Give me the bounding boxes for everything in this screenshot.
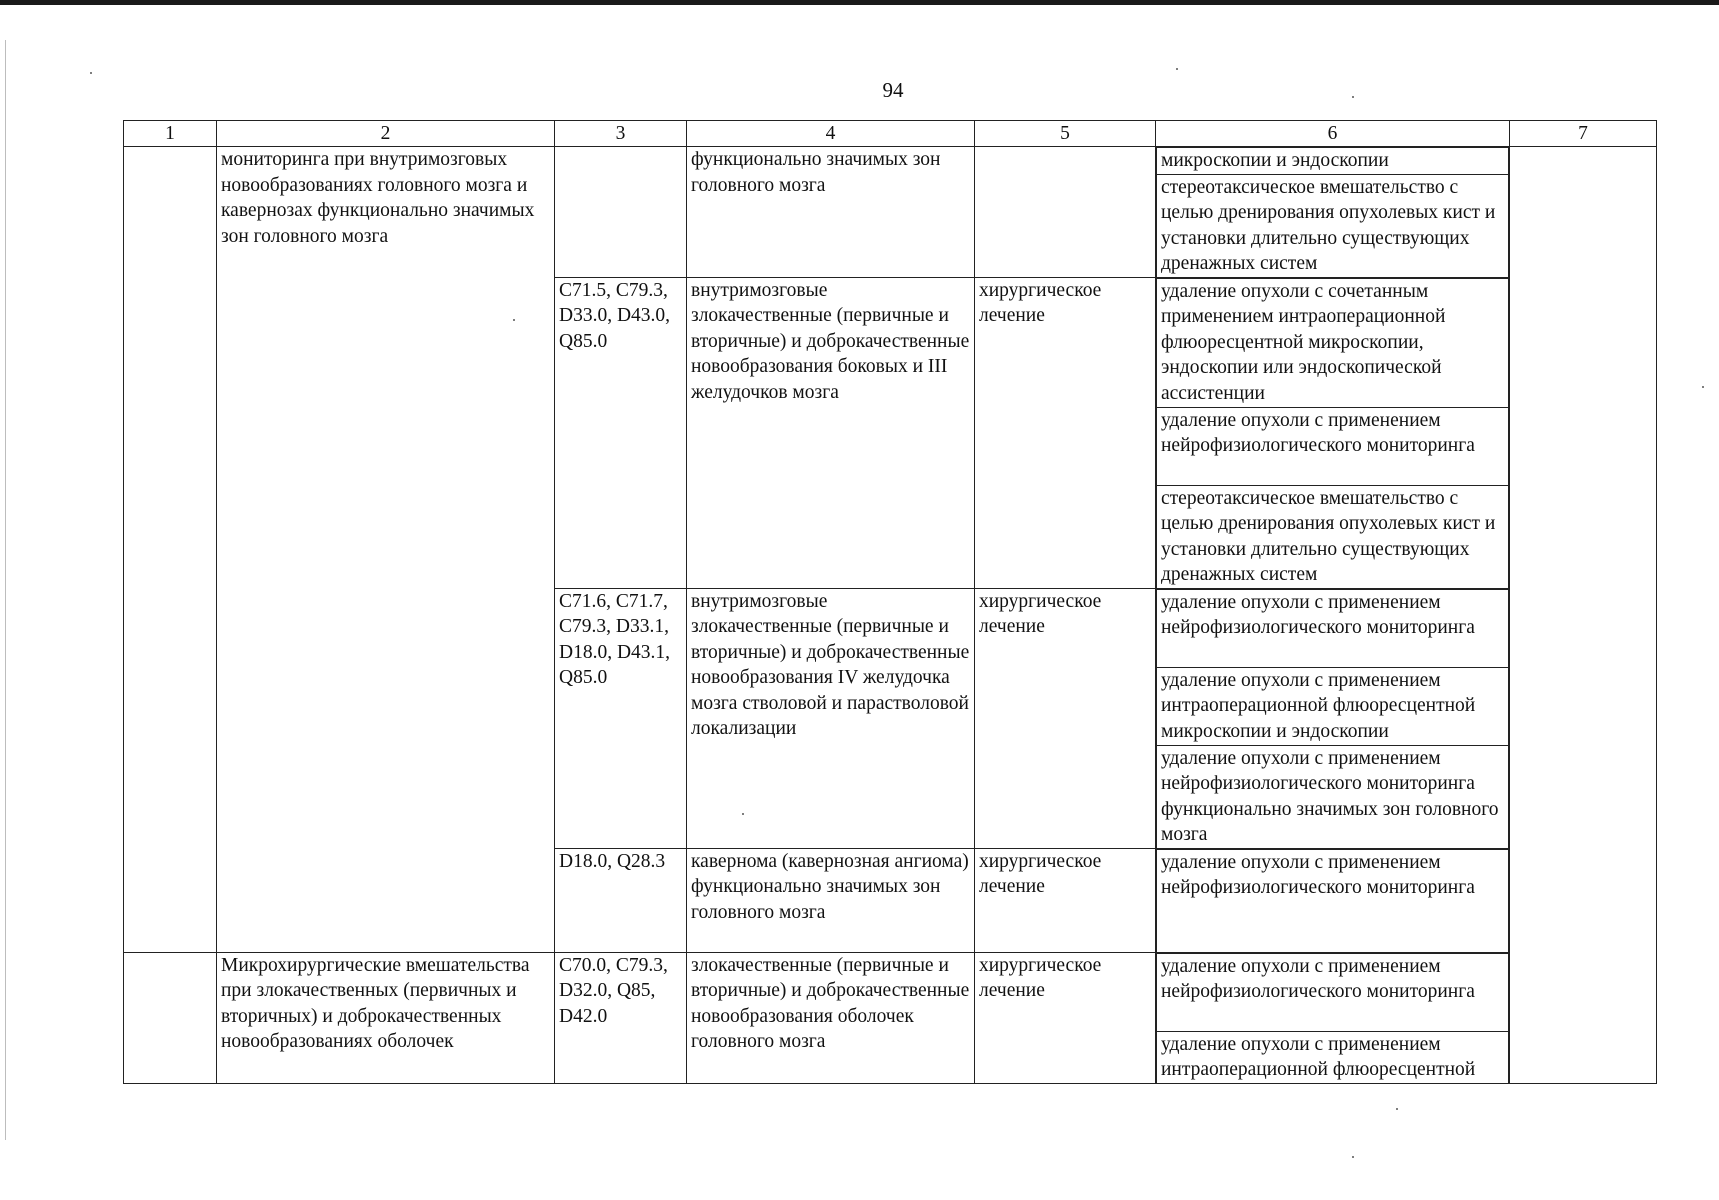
column-header-5: 5 bbox=[975, 121, 1156, 147]
column-header-4: 4 bbox=[687, 121, 975, 147]
codes-cell: D18.0, Q28.3 bbox=[555, 848, 687, 952]
table-row bbox=[124, 147, 1657, 278]
diagnosis-cell: злокачественные (первичные и вторичные) и доброкачественные новообразования оболочек головного мозга bbox=[687, 952, 975, 1083]
col1-cell bbox=[124, 952, 217, 1083]
scan-speck bbox=[1396, 1108, 1398, 1110]
diagnosis-cell: внутримозговые злокачественные (первичные и вторичные) и доброкачественные новообразования боковых и III желудочков мозга bbox=[687, 277, 975, 588]
method-item: удаление опухоли с применением интраоперационной флюоресцентной микроскопии и эндоскопии bbox=[1157, 667, 1509, 745]
column-header-2: 2 bbox=[217, 121, 555, 147]
method-item: удаление опухоли с применением нейрофизиологического мониторинга bbox=[1157, 407, 1509, 485]
page-number: 94 bbox=[882, 78, 904, 102]
codes-cell bbox=[555, 147, 687, 278]
diagnosis-cell: функционально значимых зон головного мозга bbox=[687, 147, 975, 278]
top-border bbox=[0, 0, 1719, 5]
treatment-cell: хирургическое лечение bbox=[975, 588, 1156, 848]
intervention-name-cell: Микрохирургические вмешательства при злокачественных (первичных и вторичных) и доброкачественных новообразованиях оболочек bbox=[217, 952, 555, 1083]
treatment-cell bbox=[975, 147, 1156, 278]
method-item: удаление опухоли с применением интраоперационной флюоресцентной bbox=[1157, 1031, 1509, 1083]
method-item: стереотаксическое вмешательство с целью дренирования опухолевых кист и установки длительно существующих дренажных систем bbox=[1157, 174, 1509, 277]
scan-speck bbox=[1176, 68, 1178, 70]
column-header-6: 6 bbox=[1156, 121, 1510, 147]
methods-cell bbox=[1156, 277, 1510, 588]
scan-speck bbox=[1702, 386, 1704, 388]
diagnosis-cell: внутримозговые злокачественные (первичные и вторичные) и доброкачественные новообразования IV желудочка мозга стволовой и парастволовой локализации bbox=[687, 588, 975, 848]
method-item: удаление опухоли с применением нейрофизиологического мониторинга bbox=[1157, 849, 1509, 952]
scan-speck bbox=[1352, 96, 1354, 98]
diagnosis-cell: кавернома (кавернозная ангиома) функционально значимых зон головного мозга bbox=[687, 848, 975, 952]
column-header-1: 1 bbox=[124, 121, 217, 147]
codes-cell: C70.0, C79.3, D32.0, Q85, D42.0 bbox=[555, 952, 687, 1083]
method-item: удаление опухоли с применением нейрофизиологического мониторинга функционально значимых зон головного мозга bbox=[1157, 745, 1509, 848]
scan-speck bbox=[1352, 1156, 1354, 1158]
method-item: удаление опухоли с применением нейрофизиологического мониторинга bbox=[1157, 953, 1509, 1031]
treatment-cell: хирургическое лечение bbox=[975, 277, 1156, 588]
column-header-7: 7 bbox=[1510, 121, 1657, 147]
table-row bbox=[124, 952, 1657, 1083]
header-row bbox=[124, 121, 1657, 147]
left-margin-line bbox=[5, 40, 6, 1140]
method-item: удаление опухоли с применением нейрофизиологического мониторинга bbox=[1157, 589, 1509, 667]
col7-cell bbox=[1510, 147, 1657, 1084]
methods-cell bbox=[1156, 147, 1510, 278]
methods-cell bbox=[1156, 588, 1510, 848]
column-header-3: 3 bbox=[555, 121, 687, 147]
codes-cell: C71.5, C79.3, D33.0, D43.0, Q85.0 bbox=[555, 277, 687, 588]
col1-cell bbox=[124, 147, 217, 953]
codes-cell: C71.6, C71.7, C79.3, D33.1, D18.0, D43.1, Q85.0 bbox=[555, 588, 687, 848]
method-item: стереотаксическое вмешательство с целью дренирования опухолевых кист и установки длительно существующих дренажных систем bbox=[1157, 485, 1509, 588]
method-item: микроскопии и эндоскопии bbox=[1157, 148, 1509, 175]
treatment-cell: хирургическое лечение bbox=[975, 952, 1156, 1083]
scan-speck bbox=[90, 72, 92, 74]
methods-cell bbox=[1156, 952, 1510, 1083]
medical-care-table bbox=[123, 120, 1657, 1084]
method-item: удаление опухоли с сочетанным применением интраоперационной флюоресцентной микроскопии, эндоскопии или эндоскопической ассистенции bbox=[1157, 278, 1509, 407]
methods-cell bbox=[1156, 848, 1510, 952]
treatment-cell: хирургическое лечение bbox=[975, 848, 1156, 952]
intervention-name-cell: мониторинга при внутримозговых новообразованиях головного мозга и кавернозах функционально значимых зон головного мозга bbox=[217, 147, 555, 953]
